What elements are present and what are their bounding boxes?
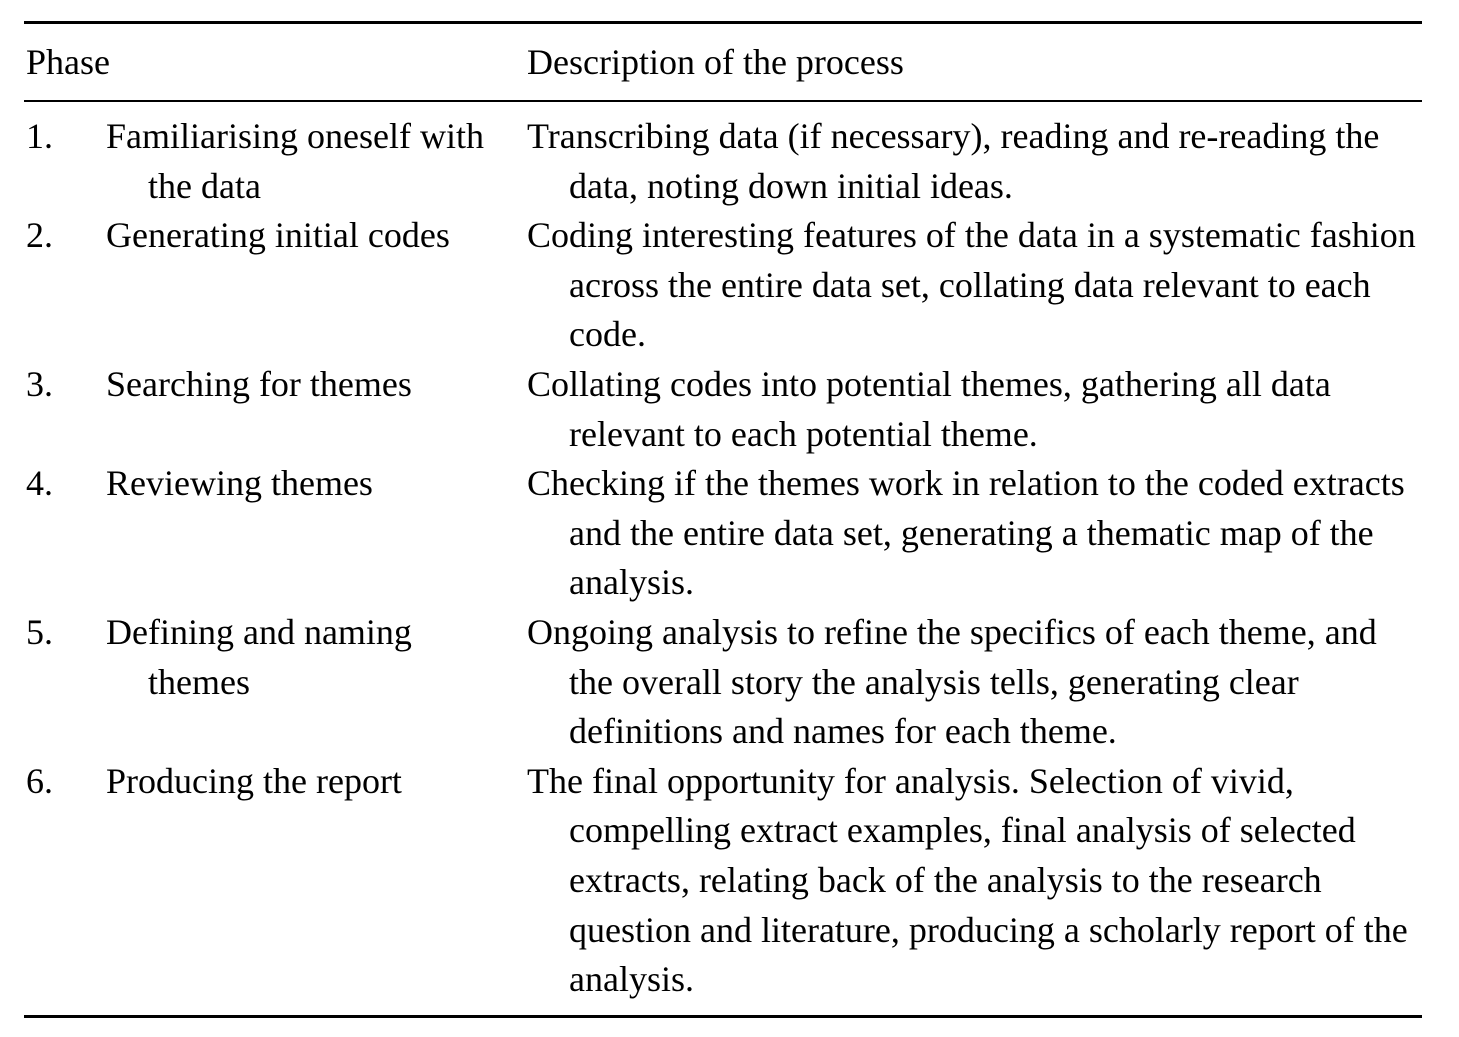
row-phase: Generating initial codes xyxy=(106,215,450,256)
row-description: Collating codes into potential themes, gathering all data relevant to each potential theme. xyxy=(527,363,1331,454)
table-row xyxy=(24,459,1422,608)
row-phase: Producing the report xyxy=(106,760,402,801)
header-description: Description of the process xyxy=(527,42,904,82)
row-number: 6. xyxy=(26,760,53,801)
row-number: 1. xyxy=(26,116,53,156)
row-phase: Reviewing themes xyxy=(106,463,373,504)
row-description: Transcribing data (if necessary), reading and re-reading the data, noting down initial ideas. xyxy=(527,116,1380,206)
row-description: Coding interesting features of the data in a systematic fashion across the entire data set, collating data relevant to each code. xyxy=(527,215,1416,355)
row-number: 3. xyxy=(26,363,53,404)
row-phase: Searching for themes xyxy=(106,363,412,404)
row-phase: Defining and naming themes xyxy=(106,611,412,702)
table-row xyxy=(24,112,1422,211)
header-phase: Phase xyxy=(26,42,110,82)
bottom-rule xyxy=(24,1015,1422,1018)
table-row xyxy=(24,757,1422,1005)
table-header xyxy=(24,24,1422,100)
row-number: 5. xyxy=(26,611,53,652)
row-description: The final opportunity for analysis. Selection of vivid, compelling extract examples, final analysis of selected extracts, relating back of the analysis to the research question and literature, producing a scholarly report of the analysis. xyxy=(527,760,1408,1000)
phases-table xyxy=(24,21,1422,1018)
table-row xyxy=(24,608,1422,757)
table-body xyxy=(24,102,1422,1015)
row-description: Ongoing analysis to refine the specifics of each theme, and the overall story the analysis tells, generating clear definitions and names for each theme. xyxy=(527,611,1377,752)
row-description: Checking if the themes work in relation to the coded extracts and the entire data set, generating a thematic map of the analysis. xyxy=(527,463,1405,603)
row-number: 2. xyxy=(26,215,53,256)
row-phase: Familiarising oneself with the data xyxy=(106,116,484,206)
table-row xyxy=(24,211,1422,360)
table-row xyxy=(24,360,1422,459)
row-number: 4. xyxy=(26,463,53,504)
